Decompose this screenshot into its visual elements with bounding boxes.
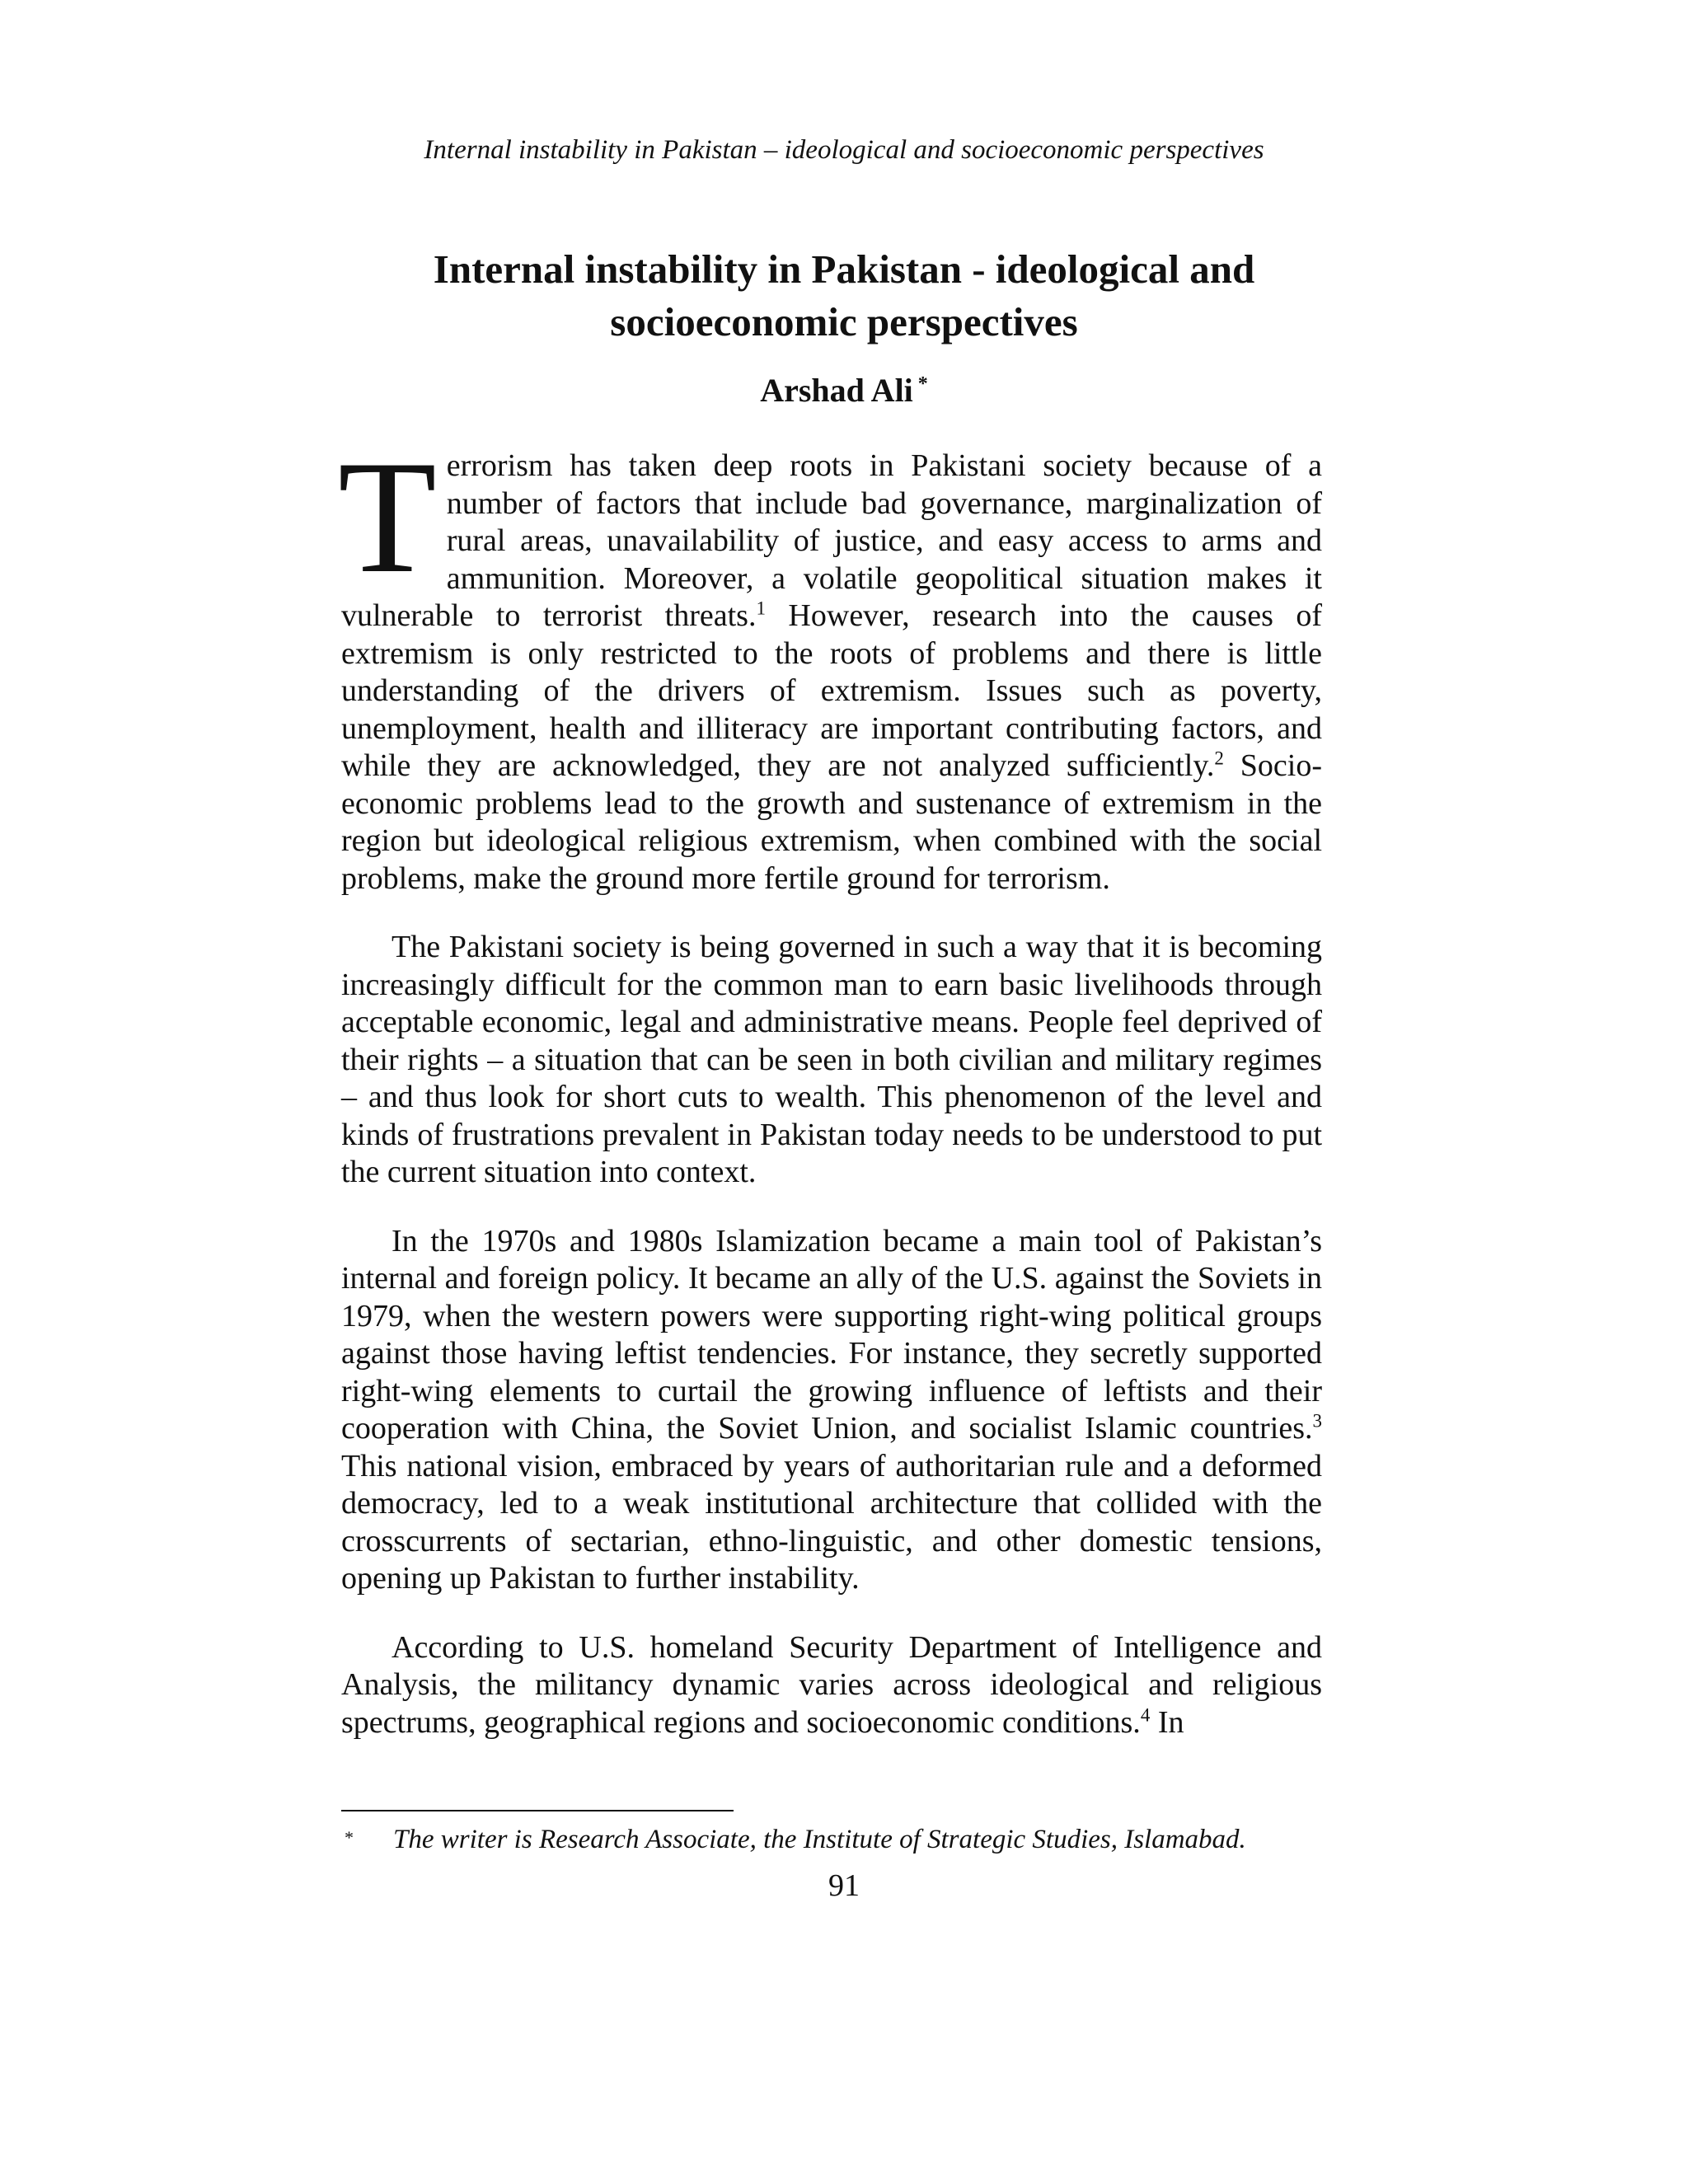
footnote-divider: [341, 1810, 734, 1811]
article-title: [341, 243, 1347, 349]
paragraph-3-part-2: This national vision, embraced by years of authoritarian rule and a deformed democracy, led to a weak institutional architecture that collided with the crosscurrents of sectarian, ethno-linguistic, and other domestic tensions, opening up Pakistan to further instability.: [341, 1448, 1322, 1596]
paragraph-1-part-1: errorism has taken deep roots in Pakistani society because of a number of factors that include bad governance, marginalization of rural areas, unavailability of justice, and easy access to arms and ammunition. Moreover, a volatile geopolitical situation makes it vulnerable to terrorist threats.: [341, 448, 1322, 633]
paragraph-4-part-2: In: [1150, 1704, 1184, 1740]
paragraph-1-part-2: However, research into the causes of extremism is only restricted to the roots of problems and there is little understanding of the drivers of extremism. Issues such as poverty, unemployment, health and illiteracy are important contributing factors, and while they are acknowledged, they are not analyzed sufficiently.: [341, 598, 1322, 783]
drop-cap: T: [338, 428, 437, 607]
footnote-text: The writer is Research Associate, the Institute of Strategic Studies, Islamabad.: [393, 1825, 1246, 1854]
title-line-2: socioeconomic perspectives: [610, 299, 1078, 344]
paragraph-2: The Pakistani society is being governed in such a way that it is becoming increasingly difficult for the common man to earn basic livelihoods through acceptable economic, legal and administrative means. People feel deprived of their rights – a situation that can be seen in both civilian and military regimes – and thus look for short cuts to wealth. This phenomenon of the level and kinds of frustrations prevalent in Pakistan today needs to be understood to put the current situation into context.: [341, 930, 1322, 1189]
running-header: Internal instability in Pakistan – ideological and socioeconomic perspectives: [424, 135, 1264, 165]
title-line-1: Internal instability in Pakistan - ideological and: [433, 246, 1255, 292]
author-footnote-mark: *: [917, 373, 928, 395]
author-name: Arshad Ali: [760, 372, 913, 409]
paragraph-3: [341, 1223, 1322, 1598]
paragraph-4-part-1: According to U.S. homeland Security Department of Intelligence and Analysis, the militancy dynamic varies across ideological and religious spectrums, geographical regions and socioeconomic conditions.: [341, 1629, 1322, 1740]
paragraph-4: [341, 1629, 1322, 1742]
footnote-mark: *: [345, 1827, 354, 1848]
footnote-ref-1: 1: [756, 598, 766, 619]
page-number: 91: [828, 1868, 860, 1903]
paragraph-1-part-3: Socio-economic problems lead to the growth and sustenance of extremism in the region but ideological religious extremism, when combined with the social problems, make the ground more fertile ground for terrorism.: [341, 748, 1322, 896]
footnote-ref-4: 4: [1140, 1704, 1151, 1725]
paragraph-1: [338, 428, 1322, 898]
footnote-ref-2: 2: [1214, 748, 1224, 769]
paragraph-3-part-1: In the 1970s and 1980s Islamization became a main tool of Pakistan’s internal and foreign policy. It became an ally of the U.S. against the Soviets in 1979, when the western powers were supporting right-wing political groups against those having leftist tendencies. For instance, they secretly supported right-wing elements to curtail the growing influence of leftists and their cooperation with China, the Soviet Union, and socialist Islamic countries.: [341, 1223, 1322, 1446]
article-body: [338, 428, 1322, 1773]
footnote-ref-3: 3: [1312, 1410, 1322, 1432]
author-byline: [0, 369, 1688, 412]
